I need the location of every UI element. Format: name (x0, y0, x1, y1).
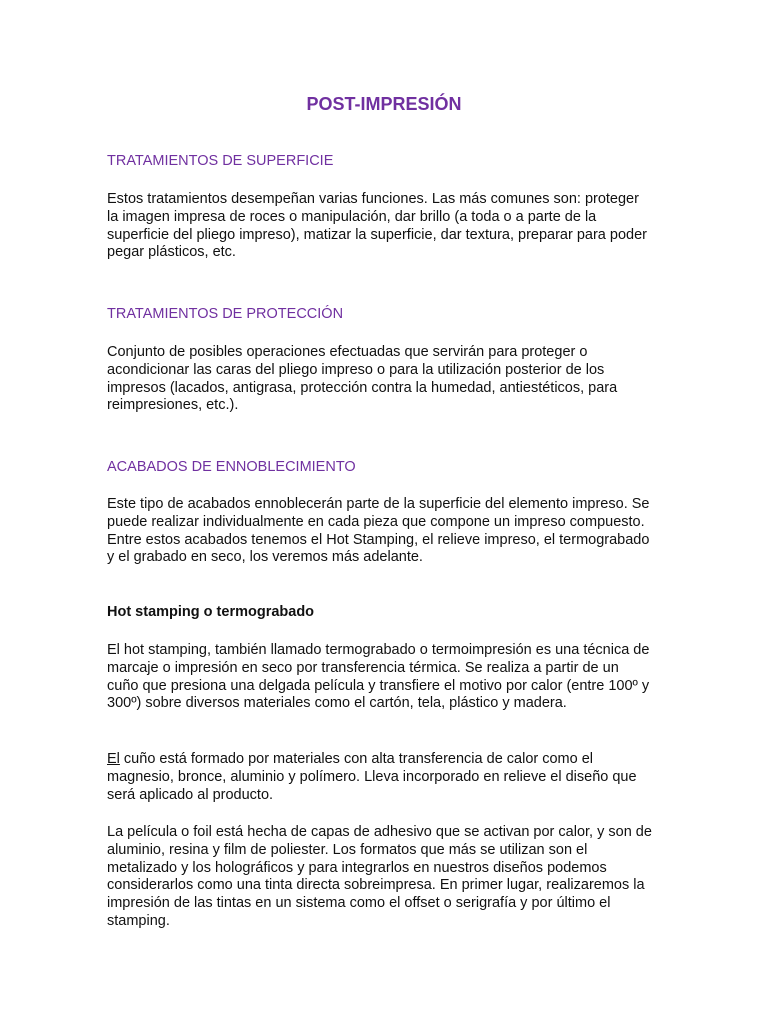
section-paragraph-proteccion: Conjunto de posibles operaciones efectuadas que servirán para proteger o acondicionar las caras del pliego impreso o para la utilización posterior de los impresos (lacados, antigrasa, protección contra la humedad, antiestéticos, para reimpresiones, etc.). (107, 344, 618, 414)
section-heading-ennoblecimiento: ACABADOS DE ENNOBLECIMIENTO (107, 459, 356, 475)
section-paragraph-superficie: Estos tratamientos desempeñan varias funciones. Las más comunes son: proteger la imagen impresa de roces o manipulación, dar brillo (a toda o a parte de la superficie del pliego impreso), matizar la superficie, dar textura, preparar para poder pegar plásticos, etc. (107, 191, 647, 261)
underlined-word: El (107, 751, 120, 767)
hot-stamping-paragraph-3: La película o foil está hecha de capas de adhesivo que se activan por calor, y son de aluminio, resina y film de poliester. Los formatos que más se utilizan son el metalizado y los holográficos y para integrarlos en nuestros diseños podemos considerarlos como una tinta directa sobreimpresa. En primer lugar, realizaremos la impresión de las tintas en un sistema como el offset o serigrafía y por último el stamping. (107, 824, 652, 929)
subheading-hot-stamping: Hot stamping o termograbado (107, 604, 315, 620)
page-title: POST-IMPRESIÓN (306, 94, 462, 114)
hot-stamping-paragraph-1: El hot stamping, también llamado termograbado o termoimpresión es una técnica de marcaje o impresión en seco por transferencia térmica. Se realiza a partir de un cuño que presiona una delgada película y transfiere el motivo por calor (entre 100º y 300º) sobre diversos materiales como el cartón, tela, plástico y madera. (107, 642, 650, 712)
hot-stamping-paragraph-2-text: cuño está formado por materiales con alta transferencia de calor como el magnesio, bronce, aluminio y polímero. Lleva incorporado en relieve el diseño que será aplicado al producto. (107, 751, 637, 803)
section-heading-proteccion: TRATAMIENTOS DE PROTECCIÓN (107, 306, 344, 322)
section-heading-superficie: TRATAMIENTOS DE SUPERFICIE (107, 153, 334, 169)
section-paragraph-ennoblecimiento: Este tipo de acabados ennoblecerán parte de la superficie del elemento impreso. Se puede realizar individualmente en cada pieza que compone un impreso compuesto. Entre estos acabados tenemos el Hot Stamping, el relieve impreso, el termograbado y el grabado en seco, los veremos más adelante. (107, 496, 650, 566)
hot-stamping-paragraph-2 (107, 751, 652, 804)
